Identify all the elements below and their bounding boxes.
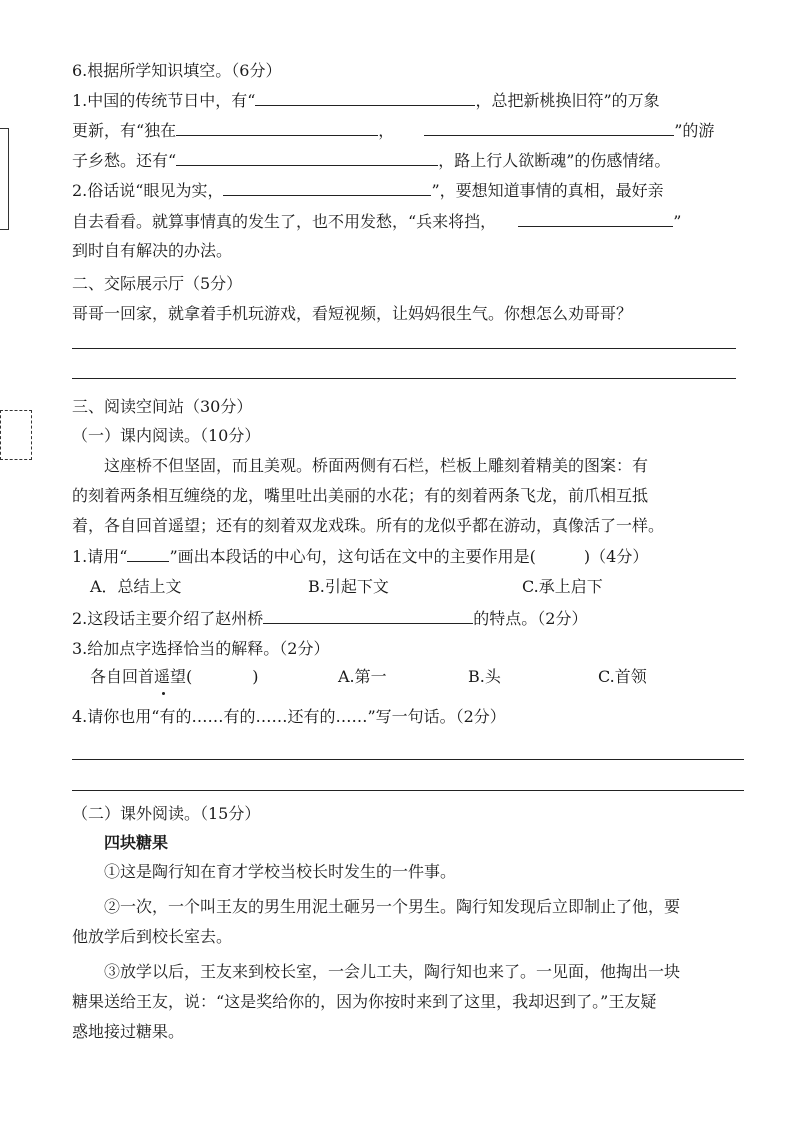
q3-option-b[interactable]: B.头: [468, 667, 501, 686]
blank-3[interactable]: [424, 119, 674, 136]
underline-sample: [127, 545, 169, 562]
q6-line-1: 1.中国的传统节日中，有“ ，总把新桃换旧符”的万象: [72, 91, 660, 110]
q6-line-3: 子乡愁。还有“ ，路上行人欲断魂”的伤感情绪。: [72, 151, 671, 170]
blank-5[interactable]: [223, 179, 431, 196]
q6-line-2: 更新，有“独在 ， ”的游: [72, 121, 715, 140]
q6-line-4: 2.俗话说“眼见为实， ”，要想知道事情的真相，最好亲: [72, 181, 664, 200]
q1-option-a[interactable]: A．总结上文: [90, 577, 182, 596]
q4-line: 4.请你也用“有的……有的……还有的……”写一句话。（2分）: [72, 707, 506, 726]
story-line: ③放学以后，王友来到校长室，一会儿工夫，陶行知也来了。一见面，他掏出一块: [104, 962, 681, 981]
margin-bracket: [0, 128, 9, 230]
q1-option-b[interactable]: B.引起下文: [308, 577, 389, 596]
answer-line[interactable]: [72, 759, 744, 760]
q3-word: 各自回首遥望( ): [90, 667, 259, 686]
blank-6[interactable]: [518, 210, 673, 227]
blank-2[interactable]: [176, 119, 378, 136]
q2-line: 2.这段话主要介绍了赵州桥 的特点。（2分）: [72, 609, 588, 628]
story-line: 糖果送给王友，说：“这是奖给你的，因为你按时来到了这里，我却迟到了。”王友疑: [72, 992, 657, 1011]
story-line: ①这是陶行知在育才学校当校长时发生的一件事。: [104, 862, 457, 881]
sec2-title: 二、交际展示厅（5分）: [72, 274, 243, 293]
answer-line[interactable]: [72, 378, 736, 379]
sec2-question: 哥哥一回家，就拿着手机玩游戏，看短视频，让妈妈很生气。你想怎么劝哥哥？: [72, 304, 633, 323]
part2-title: （二）课外阅读。（15分）: [72, 804, 261, 823]
story-title: 四块糖果: [104, 833, 169, 852]
q1-option-c[interactable]: C.承上启下: [522, 577, 603, 596]
blank-4[interactable]: [176, 149, 438, 166]
blank-7[interactable]: [263, 607, 473, 624]
margin-box: [0, 410, 32, 460]
passage-line: 的刻着两条相互缠绕的龙，嘴里吐出美丽的水花；有的刻着两条飞龙，前爪相互抵: [72, 486, 649, 505]
story-line: ②一次，一个叫王友的男生用泥土砸另一个男生。陶行知发现后立即制止了他，要: [104, 897, 681, 916]
sec3-title: 三、阅读空间站（30分）: [72, 397, 253, 416]
emphasis-dot: [162, 692, 165, 695]
q6-title: 6.根据所学知识填空。（6分）: [72, 61, 282, 80]
q3-line: 3.给加点字选择恰当的解释。（2分）: [72, 639, 330, 658]
q6-line-5: 自去看看。就算事情真的发生了，也不用发愁，“兵来将挡， ”: [72, 212, 682, 231]
answer-line[interactable]: [72, 348, 736, 349]
answer-line[interactable]: [72, 790, 744, 791]
q3-option-c[interactable]: C.首领: [598, 667, 647, 686]
part1-title: （一）课内阅读。（10分）: [72, 426, 261, 445]
q1-line: 1.请用“ ”画出本段话的中心句，这句话在文中的主要作用是( )（4分）: [72, 547, 649, 566]
q6-line-6: 到时自有解决的办法。: [72, 241, 233, 260]
story-line: 他放学后到校长室去。: [72, 927, 233, 946]
q3-option-a[interactable]: A.第一: [338, 667, 387, 686]
story-line: 惑地接过糖果。: [72, 1022, 185, 1041]
passage-line: 这座桥不但坚固，而且美观。桥面两侧有石栏，栏板上雕刻着精美的图案：有: [104, 456, 649, 475]
blank-1[interactable]: [255, 89, 475, 106]
passage-line: 着，各自回首遥望；还有的刻着双龙戏珠。所有的龙似乎都在游动，真像活了一样。: [72, 516, 665, 535]
